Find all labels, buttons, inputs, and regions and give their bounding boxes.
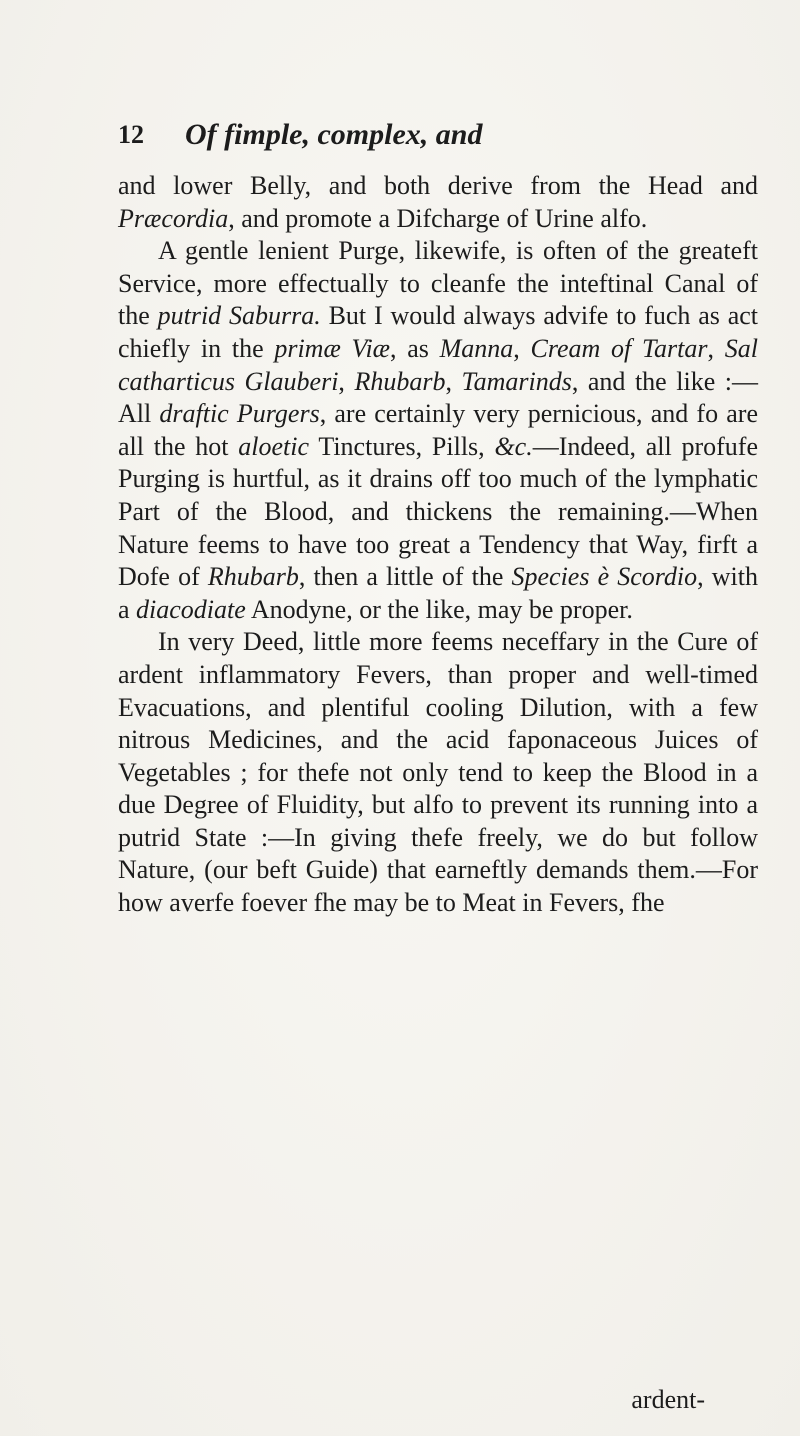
- italic-run: putrid Saburra.: [157, 301, 321, 331]
- italic-run: Sal catharticus Glauberi: [118, 333, 758, 396]
- text-run: Anodyne, or the like, may be proper.: [245, 594, 633, 624]
- text-run: , are certainly very pernicious, and fo are all the hot: [118, 399, 758, 461]
- page-number: 12: [118, 120, 144, 149]
- italic-run: Species è Scordio: [511, 562, 698, 592]
- text-run: —Indeed, all profufe Purging is hurtful, as it drains off too much of the lymphatic Part of the Blood, and thickens the remaining.—When Nature feems to have too great a Tendency that Way, firft a Dofe of: [118, 431, 758, 592]
- body-text: [118, 170, 758, 920]
- paragraph-1: [118, 170, 758, 235]
- text-run: Tinctures, Pills,: [309, 431, 495, 461]
- italic-run: primæ Viæ: [274, 333, 391, 363]
- text-run: , and the like :—All: [118, 366, 759, 429]
- italic-run: aloetic: [238, 431, 310, 461]
- text-run: and lower Belly, and both derive from the Head and: [118, 171, 758, 200]
- italic-run: Cream of Tartar: [530, 333, 708, 363]
- text-run: A gentle lenient Purge, likewife, is often of the greateft Service, more effectually to cleanfe the inteftinal Canal of the: [118, 236, 758, 331]
- catchword: ardent-: [631, 1385, 705, 1414]
- italic-run: diacodiate: [136, 594, 246, 624]
- paragraph-2: [118, 235, 758, 626]
- text-run: But I would always advife to fuch as act chiefly in the: [118, 301, 758, 363]
- text-run: In very Deed, little more feems neceffary in the Cure of ardent inflammatory Fevers, than proper and well-timed Evacuations, and plentiful cooling Dilution, with a few nitrous Medicines, and the acid faponaceous Juices of Vegetables ; for thefe not only tend to keep the Blood in a due Degree of Fluidity, but alfo to prevent its running into a putrid State :—In giving thefe freely, we do but follow Nature, (our beft Guide) that earneftly demands them.—For how averfe foever fhe may be to Meat in Fevers, fhe: [118, 627, 758, 918]
- text-run: ,: [338, 366, 355, 396]
- text-run: ,: [513, 333, 531, 363]
- italic-run: Tamarinds: [461, 366, 572, 396]
- italic-run: Præcordia: [118, 203, 229, 233]
- italic-run: &c.: [494, 431, 533, 461]
- italic-run: Rhubarb: [354, 366, 446, 396]
- text-run: , with a: [118, 562, 758, 624]
- italic-run: Manna: [439, 333, 514, 363]
- text-run: , then a little of the: [298, 562, 512, 592]
- italic-run: Rhubarb: [207, 562, 299, 592]
- running-head: Of fimple, complex, and: [185, 118, 483, 151]
- italic-run: draftic Purgers: [159, 399, 320, 429]
- text-run: ,: [707, 333, 725, 363]
- paragraph-3: [118, 626, 758, 919]
- text-run: , and promote a Difcharge of Urine alfo.: [228, 203, 648, 233]
- page-header: [118, 118, 758, 158]
- text-run: ,: [445, 366, 462, 396]
- text-run: , as: [390, 333, 440, 363]
